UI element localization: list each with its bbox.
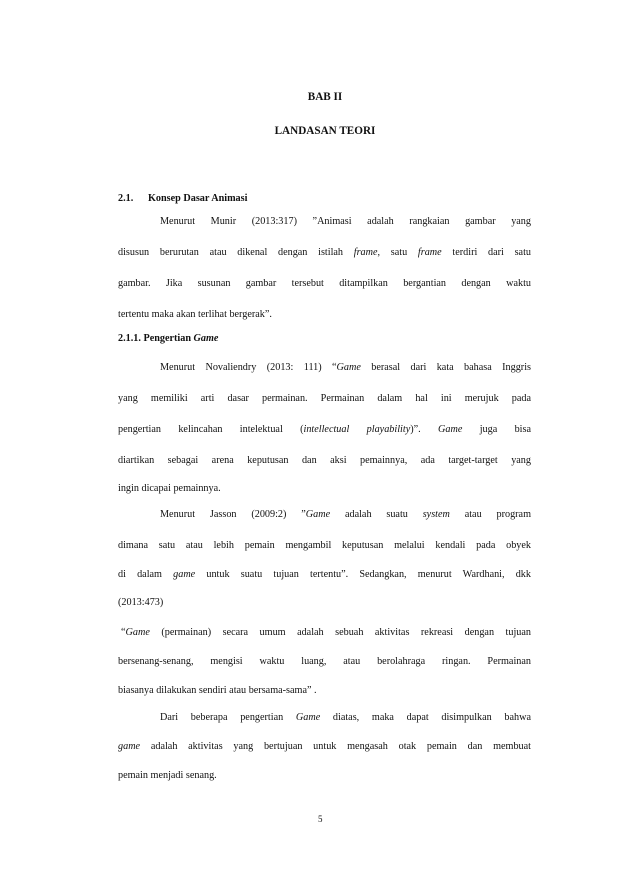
section-number: 2.1. [118, 193, 134, 204]
text-line: pengertian kelincahan intelektual (intellectual playability)”. Game juga bisa [118, 424, 531, 435]
text-line: (2013:473) [118, 597, 164, 608]
text-line: disusun berurutan atau dikenal dengan istilah frame, satu frame terdiri dari satu [118, 247, 531, 258]
section-title: Konsep Dasar Animasi [148, 193, 248, 204]
chapter-title: LANDASAN TEORI [274, 125, 376, 137]
text-line: ingin dicapai pemainnya. [118, 483, 221, 494]
text-line: tertentu maka akan terlihat bergerak”. [118, 309, 272, 320]
text-line: di dalam game untuk suatu tujuan tertentu”. Sedangkan, menurut Wardhani, dkk [118, 569, 531, 580]
text-line: gambar. Jika susunan gambar tersebut ditampilkan bergantian dengan waktu [118, 278, 531, 289]
text-line: pemain menjadi senang. [118, 770, 217, 781]
section-heading-2-1 [118, 193, 247, 204]
page-number: 5 [318, 814, 323, 824]
text-line: Menurut Jasson (2009:2) ”Game adalah suatu system atau program [160, 509, 532, 520]
text-line: yang memiliki arti dasar permainan. Permainan dalam hal ini merujuk pada [118, 393, 531, 404]
chapter-heading: BAB II [307, 91, 343, 103]
text-line: biasanya dilakukan sendiri atau bersama-sama” . [118, 685, 317, 696]
text-line: game adalah aktivitas yang bertujuan untuk mengasah otak pemain dan membuat [118, 741, 531, 752]
section-heading-2-1-1: 2.1.1. Pengertian Game [118, 333, 219, 344]
text-line: Dari beberapa pengertian Game diatas, maka dapat disimpulkan bahwa [160, 712, 532, 723]
text-line: “Game (permainan) secara umum adalah sebuah aktivitas rekreasi dengan tujuan [121, 627, 531, 638]
text-line: bersenang-senang, mengisi waktu luang, atau berolahraga ringan. Permainan [118, 656, 531, 667]
text-line: Menurut Munir (2013:317) ”Animasi adalah rangkaian gambar yang [160, 216, 531, 227]
text-line: Menurut Novaliendry (2013: 111) “Game berasal dari kata bahasa Inggris [160, 362, 531, 373]
text-line: diartikan sebagai arena keputusan dan aksi pemainnya, ada target-target yang [118, 455, 531, 466]
text-line: dimana satu atau lebih pemain mengambil keputusan melalui kendali pada obyek [118, 540, 531, 551]
